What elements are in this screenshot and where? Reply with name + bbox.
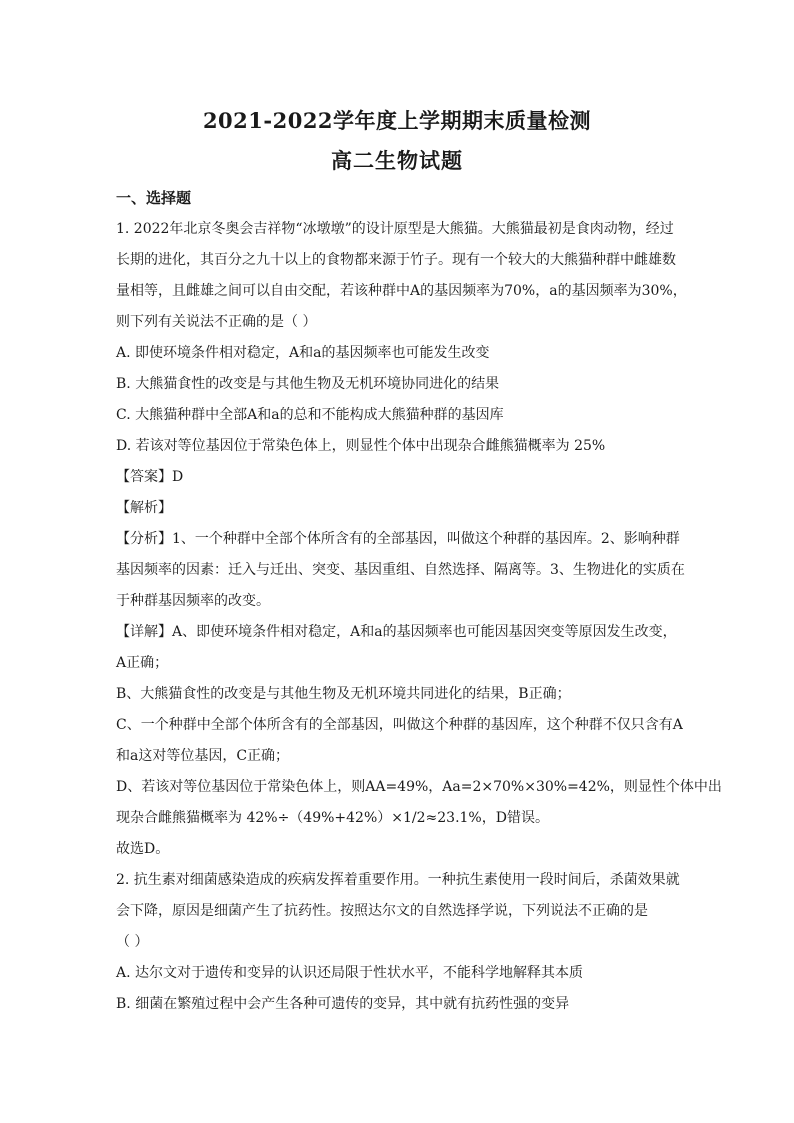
page-subtitle: 高二生物试题 [331, 148, 463, 173]
detail-text: 现杂合雌熊猫概率为 42%÷（49%+42%）×1/2≈23.1%，D错误。 [116, 810, 549, 826]
answer-label: 【答案】D [116, 469, 184, 485]
question-2-stem: 会下降，原因是细菌产生了抗药性。按照达尔文的自然选择学说，下列说法不正确的是 [116, 903, 648, 919]
question-1-option-d: D. 若该对等位基因位于常染色体上，则显性个体中出现杂合雌熊猫概率为 25% [116, 438, 606, 454]
question-1-option-a: A. 即使环境条件相对稳定，A和a的基因频率也可能发生改变 [116, 345, 490, 361]
question-1-stem: 量相等，且雌雄之间可以自由交配，若该种群中A的基因频率为70%，a的基因频率为30%， [116, 283, 687, 299]
section-heading: 一、选择题 [116, 189, 192, 207]
detail-text: A正确； [116, 655, 169, 671]
detail-text: D、若该对等位基因位于常染色体上，则AA=49%，Aa=2×70%×30%=42%，则显性个体中出 [116, 779, 722, 795]
page-title: 2021-2022学年度上学期期末质量检测 [202, 108, 592, 133]
analysis-label: 【解析】 [116, 500, 172, 516]
question-2-option-b: B. 细菌在繁殖过程中会产生各种可遗传的变异，其中就有抗药性强的变异 [116, 996, 570, 1012]
conclusion-text: 故选D。 [116, 841, 170, 857]
analysis-text: 【分析】1、一个种群中全部个体所含有的全部基因，叫做这个种群的基因库。2、影响种群 [116, 531, 680, 547]
detail-text: C、一个种群中全部个体所含有的全部基因，叫做这个种群的基因库，这个种群不仅只含有A [116, 717, 683, 733]
question-2-stem: （ ） [116, 934, 149, 950]
question-1-option-b: B. 大熊猫食性的改变是与其他生物及无机环境协同进化的结果 [116, 376, 500, 392]
question-1-stem: 1. 2022年北京冬奥会吉祥物“冰墩墩”的设计原型是大熊猫。大熊猫最初是食肉动物，经过 [116, 221, 674, 237]
detail-text: B、大熊猫食性的改变是与其他生物及无机环境共同进化的结果，B正确； [116, 686, 571, 702]
question-2-option-a: A. 达尔文对于遗传和变异的认识还局限于性状水平，不能科学地解释其本质 [116, 965, 584, 981]
question-1-option-c: C. 大熊猫种群中全部A和a的总和不能构成大熊猫种群的基因库 [116, 407, 504, 423]
analysis-text: 于种群基因频率的改变。 [116, 593, 270, 609]
detail-text: 【详解】A、即使环境条件相对稳定，A和a的基因频率也可能因基因突变等原因发生改变， [116, 624, 677, 640]
question-2-stem: 2. 抗生素对细菌感染造成的疾病发挥着重要作用。一种抗生素使用一段时间后，杀菌效果就 [116, 872, 680, 888]
analysis-text: 基因频率的因素：迁入与迁出、突变、基因重组、自然选择、隔离等。3、生物进化的实质在 [116, 562, 685, 578]
document-body [116, 183, 722, 1020]
detail-text: 和a这对等位基因，C正确； [116, 748, 290, 764]
question-1-stem: 则下列有关说法不正确的是（ ） [116, 314, 317, 330]
question-1-stem: 长期的进化，其百分之九十以上的食物都来源于竹子。现有一个较大的大熊猫种群中雌雄数 [116, 252, 676, 268]
